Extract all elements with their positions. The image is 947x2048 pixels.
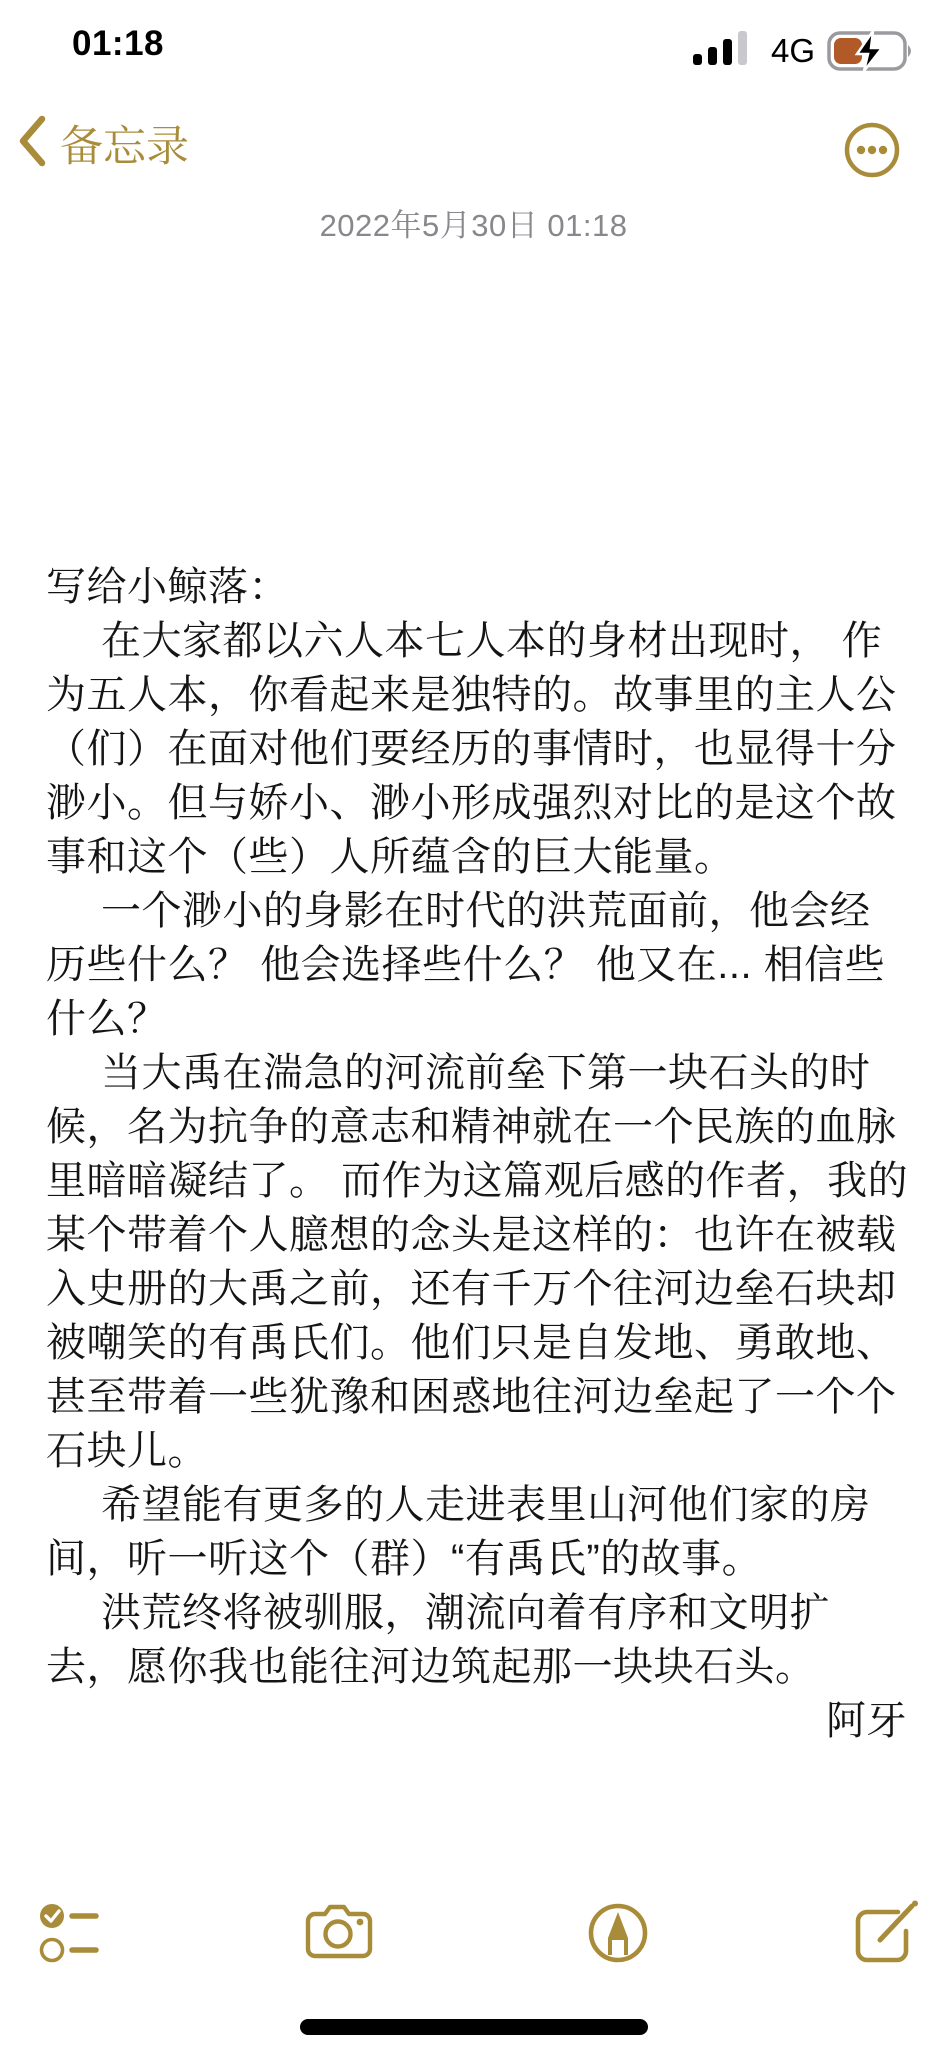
- back-button-label: 备忘录: [60, 123, 189, 171]
- back-to-notes-button[interactable]: [18, 113, 189, 174]
- note-text-line: 一个渺小的身影在时代的洪荒面前，他会经: [101, 889, 871, 933]
- note-text-line: 被嘲笑的有禹氏们。他们只是自发地、勇敢地、: [46, 1321, 897, 1365]
- compose-icon: [850, 1957, 924, 1974]
- note-text-line: 渺小。但与娇小、渺小形成强烈对比的是这个故: [46, 781, 897, 825]
- signal-strength-icon: [691, 26, 759, 75]
- checklist-button[interactable]: [38, 1900, 116, 1971]
- note-text-line: 阿牙: [826, 1699, 907, 1743]
- checklist-icon: [38, 1953, 116, 1970]
- markup-button[interactable]: [583, 1900, 653, 1975]
- note-text-line: 去，愿你我也能往河边筑起那一块块石头。: [46, 1645, 816, 1689]
- note-text-line: 入史册的大禹之前，还有千万个往河边垒石块却: [46, 1267, 897, 1311]
- note-text-line: 希望能有更多的人走进表里山河他们家的房: [101, 1483, 871, 1527]
- note-text-line: 甚至带着一些犹豫和困惑地往河边垒起了一个个: [46, 1375, 897, 1419]
- note-text-line: 在大家都以六人本七人本的身材出现时， 作: [101, 619, 883, 663]
- camera-icon: [305, 1949, 377, 1966]
- markup-pen-icon: [583, 1957, 653, 1974]
- compose-button[interactable]: [850, 1900, 924, 1975]
- note-text-line: 洪荒终将被驯服，潮流向着有序和文明扩: [101, 1591, 830, 1635]
- camera-button[interactable]: [305, 1900, 377, 1967]
- note-text-line: 什么？: [46, 997, 168, 1041]
- note-text-line: 里暗暗凝结了。 而作为这篇观后感的作者，我的: [46, 1159, 909, 1203]
- note-text-line: 事和这个（些）人所蕴含的巨大能量。: [46, 835, 735, 879]
- note-text-line: 写给小鲸落：: [46, 565, 289, 609]
- status-bar: [0, 0, 947, 90]
- note-text-line: 为五人本，你看起来是独特的。故事里的主人公: [46, 673, 897, 717]
- status-right-cluster: [691, 26, 919, 75]
- home-indicator[interactable]: [300, 2019, 648, 2035]
- nav-bar: [0, 105, 947, 190]
- note-body[interactable]: [46, 560, 907, 1748]
- status-time: 01:18: [72, 24, 165, 63]
- more-options-button[interactable]: [843, 121, 901, 179]
- note-text-line: 石块儿。: [46, 1429, 208, 1473]
- network-type-label: 4G: [770, 31, 815, 69]
- note-text-line: 历些什么？ 他会选择些什么？ 他又在... 相信些: [46, 943, 886, 987]
- note-date-label: 2022年5月30日 01:18: [319, 208, 628, 243]
- note-text-line: 某个带着个人臆想的念头是这样的：也许在被载: [46, 1213, 897, 1257]
- ellipsis-circle-icon: [843, 166, 901, 183]
- note-text-line: 间，听一听这个（群）“有禹氏”的故事。: [46, 1537, 763, 1581]
- note-text-line: （们）在面对他们要经历的事情时，也显得十分: [46, 727, 897, 771]
- note-text-line: 候，名为抗争的意志和精神就在一个民族的血脉: [46, 1105, 897, 1149]
- note-text-line: 当大禹在湍急的河流前垒下第一块石头的时: [101, 1051, 871, 1095]
- battery-charging-icon: [827, 29, 919, 73]
- chevron-left-icon: [18, 115, 46, 172]
